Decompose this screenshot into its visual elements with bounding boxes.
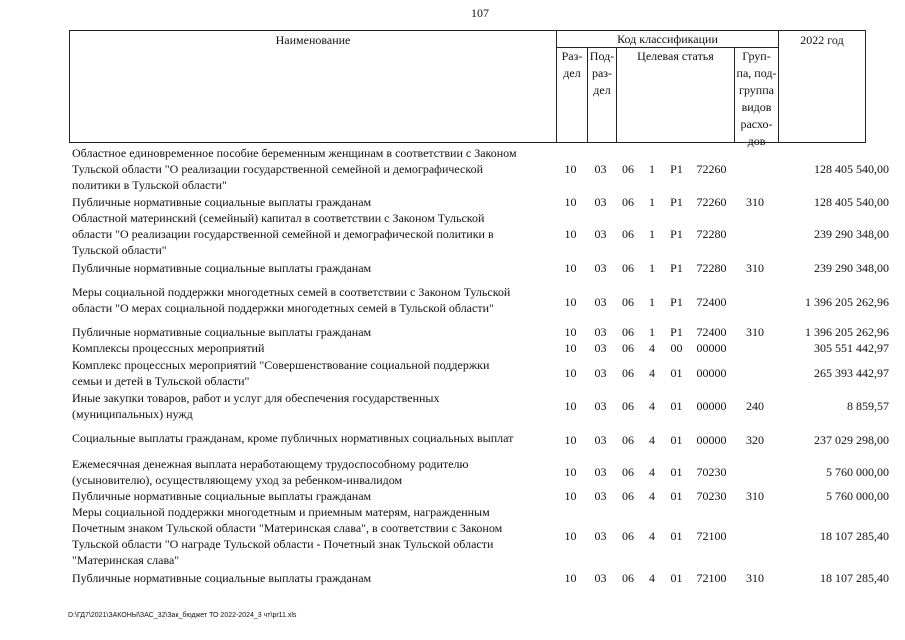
row-amount: 237 029 298,00	[814, 433, 889, 447]
header-target: Целевая статья	[637, 49, 714, 63]
table-row	[69, 488, 889, 504]
row-amount: 8 859,57	[847, 399, 889, 413]
row-s1: 06	[622, 162, 634, 176]
row-podrazdel: 03	[594, 571, 607, 585]
row-vr: 310	[746, 195, 764, 209]
row-s4: 70230	[696, 489, 727, 503]
table-row	[69, 357, 889, 389]
row-podrazdel: 03	[594, 227, 607, 241]
row-podrazdel: 03	[594, 162, 607, 176]
row-name: Публичные нормативные социальные выплаты гражданам	[72, 489, 372, 503]
row-name: Публичные нормативные социальные выплаты гражданам	[72, 325, 372, 339]
row-name: Иные закупки товаров, работ и услуг для обеспечения государственных (муниципальных) нужд	[72, 391, 440, 421]
row-podrazdel: 03	[594, 295, 607, 309]
row-amount: 239 290 348,00	[814, 227, 889, 241]
row-s2: 1	[649, 325, 655, 339]
header-name: Наименование	[275, 33, 351, 47]
table-row	[69, 456, 889, 488]
file-path: D:\ГД7\2021\ЗАКОНЫ\ЗАС_32\Зак_бюджет ТО 2022-2024_3 чт\pr11.xls	[68, 612, 297, 619]
row-s4: 00000	[696, 433, 727, 447]
row-name: Областное единовременное пособие беременным женщинам в соответствии с Законом Тульской области "О реализации государственной семейной и демографической политики в Тульской области"	[72, 146, 517, 192]
row-podrazdel: 03	[594, 261, 607, 275]
row-razdel: 10	[564, 295, 577, 309]
row-s4: 72100	[696, 529, 727, 543]
row-podrazdel: 03	[594, 325, 607, 339]
row-s1: 06	[622, 325, 634, 339]
row-razdel: 10	[564, 261, 577, 275]
row-s4: 72400	[696, 295, 727, 309]
page-number: 107	[471, 6, 489, 20]
row-podrazdel: 03	[594, 399, 607, 413]
row-amount: 5 760 000,00	[826, 489, 889, 503]
row-razdel: 10	[564, 489, 577, 503]
row-s3: P1	[670, 295, 683, 309]
row-s2: 1	[649, 261, 655, 275]
row-amount: 128 405 540,00	[814, 195, 889, 209]
row-amount: 1 396 205 262,96	[805, 325, 889, 339]
row-s3: 01	[670, 489, 683, 503]
table-row	[69, 390, 889, 422]
row-s2: 4	[649, 341, 655, 355]
row-s1: 06	[622, 227, 634, 241]
header-expense-group: Груп- па, под- группа видов расхо- дов	[736, 49, 777, 148]
row-podrazdel: 03	[594, 366, 607, 380]
row-razdel: 10	[564, 162, 577, 176]
row-s4: 72260	[696, 195, 727, 209]
row-razdel: 10	[564, 465, 577, 479]
row-s3: P1	[670, 162, 683, 176]
row-s1: 06	[622, 571, 634, 585]
row-s4: 72280	[696, 227, 727, 241]
row-s3: 01	[670, 571, 683, 585]
row-podrazdel: 03	[594, 433, 607, 447]
row-razdel: 10	[564, 341, 577, 355]
row-s4: 72100	[696, 571, 727, 585]
row-s1: 06	[622, 295, 634, 309]
row-podrazdel: 03	[594, 195, 607, 209]
row-name: Меры социальной поддержки многодетным и приемным матерям, награжденным Почетным знаком Тульской области "Материнская слава", в соответствии с Законом Тульской области "О награде Тульской области - Почетный знак Тульской области "Материнская слава"	[72, 505, 503, 567]
row-s2: 1	[649, 227, 655, 241]
row-name: Комплекс процессных мероприятий "Совершенствование социальной поддержки семьи и детей в Тульской области"	[72, 358, 490, 388]
row-amount: 239 290 348,00	[814, 261, 889, 275]
row-vr: 240	[746, 399, 764, 413]
row-s2: 4	[649, 465, 655, 479]
row-s3: P1	[670, 325, 683, 339]
row-razdel: 10	[564, 227, 577, 241]
row-s1: 06	[622, 529, 634, 543]
table-row	[69, 145, 889, 193]
row-s4: 00000	[696, 399, 727, 413]
row-s4: 72400	[696, 325, 727, 339]
row-amount: 1 396 205 262,96	[805, 295, 889, 309]
row-s2: 4	[649, 433, 655, 447]
row-s1: 06	[622, 433, 634, 447]
row-s4: 70230	[696, 465, 727, 479]
row-name: Публичные нормативные социальные выплаты гражданам	[72, 195, 372, 209]
table-row	[69, 284, 889, 320]
row-s1: 06	[622, 366, 634, 380]
row-name: Публичные нормативные социальные выплаты гражданам	[72, 571, 372, 585]
table-row	[69, 210, 889, 258]
row-s1: 06	[622, 261, 634, 275]
row-s3: P1	[670, 227, 683, 241]
row-s2: 4	[649, 529, 655, 543]
row-s2: 4	[649, 399, 655, 413]
row-s3: 01	[670, 529, 683, 543]
row-s1: 06	[622, 465, 634, 479]
header-year: 2022 год	[800, 33, 844, 47]
row-s1: 06	[622, 195, 634, 209]
header-subsection: Под- раз- дел	[589, 49, 615, 97]
row-razdel: 10	[564, 571, 577, 585]
row-razdel: 10	[564, 399, 577, 413]
table-row	[69, 324, 889, 340]
row-s4: 72260	[696, 162, 727, 176]
table-row	[69, 194, 889, 210]
row-s1: 06	[622, 399, 634, 413]
table-header	[69, 30, 866, 148]
row-razdel: 10	[564, 195, 577, 209]
table-row	[69, 504, 889, 568]
header-code-group: Код классификации	[617, 32, 718, 46]
row-amount: 265 393 442,97	[814, 366, 889, 380]
row-amount: 18 107 285,40	[820, 571, 889, 585]
row-s3: 01	[670, 433, 683, 447]
row-name: Ежемесячная денежная выплата неработающему трудоспособному родителю (усыновителю), осуществляющему уход за ребенком-инвалидом	[72, 457, 469, 487]
row-amount: 18 107 285,40	[820, 529, 889, 543]
row-name: Меры социальной поддержки многодетных семей в соответствии с Законом Тульской области "О мерах социальной поддержки многодетных семей в Тульской области"	[72, 285, 511, 315]
row-razdel: 10	[564, 366, 577, 380]
row-razdel: 10	[564, 325, 577, 339]
row-razdel: 10	[564, 529, 577, 543]
row-s4: 00000	[696, 366, 727, 380]
row-s2: 1	[649, 195, 655, 209]
row-s2: 4	[649, 366, 655, 380]
row-amount: 128 405 540,00	[814, 162, 889, 176]
row-s2: 1	[649, 162, 655, 176]
row-razdel: 10	[564, 433, 577, 447]
row-s3: P1	[670, 261, 683, 275]
row-vr: 320	[746, 433, 764, 447]
row-s3: 01	[670, 399, 683, 413]
row-amount: 305 551 442,97	[814, 341, 889, 355]
table-row	[69, 340, 889, 356]
row-s2: 4	[649, 571, 655, 585]
row-s2: 1	[649, 295, 655, 309]
row-name: Областной материнский (семейный) капитал в соответствии с Законом Тульской области "О реализации государственной семейной и демографической политики в Тульской области"	[72, 211, 494, 257]
table-row	[69, 260, 889, 276]
row-s3: P1	[670, 195, 683, 209]
row-podrazdel: 03	[594, 529, 607, 543]
row-s4: 00000	[696, 341, 727, 355]
row-podrazdel: 03	[594, 489, 607, 503]
row-s1: 06	[622, 489, 634, 503]
row-name: Публичные нормативные социальные выплаты гражданам	[72, 261, 372, 275]
row-vr: 310	[746, 261, 764, 275]
row-podrazdel: 03	[594, 341, 607, 355]
row-s3: 00	[670, 341, 683, 355]
row-s4: 72280	[696, 261, 727, 275]
row-s3: 01	[670, 465, 683, 479]
row-s2: 4	[649, 489, 655, 503]
table-row	[69, 570, 889, 586]
row-podrazdel: 03	[594, 465, 607, 479]
row-s3: 01	[670, 366, 683, 380]
row-vr: 310	[746, 571, 764, 585]
row-amount: 5 760 000,00	[826, 465, 889, 479]
row-s1: 06	[622, 341, 634, 355]
row-name: Социальные выплаты гражданам, кроме публичных нормативных социальных выплат	[72, 431, 514, 445]
row-vr: 310	[746, 489, 764, 503]
header-section: Раз- дел	[561, 49, 583, 80]
row-name: Комплексы процессных мероприятий	[72, 341, 265, 355]
table-row	[69, 430, 889, 450]
row-vr: 310	[746, 325, 764, 339]
